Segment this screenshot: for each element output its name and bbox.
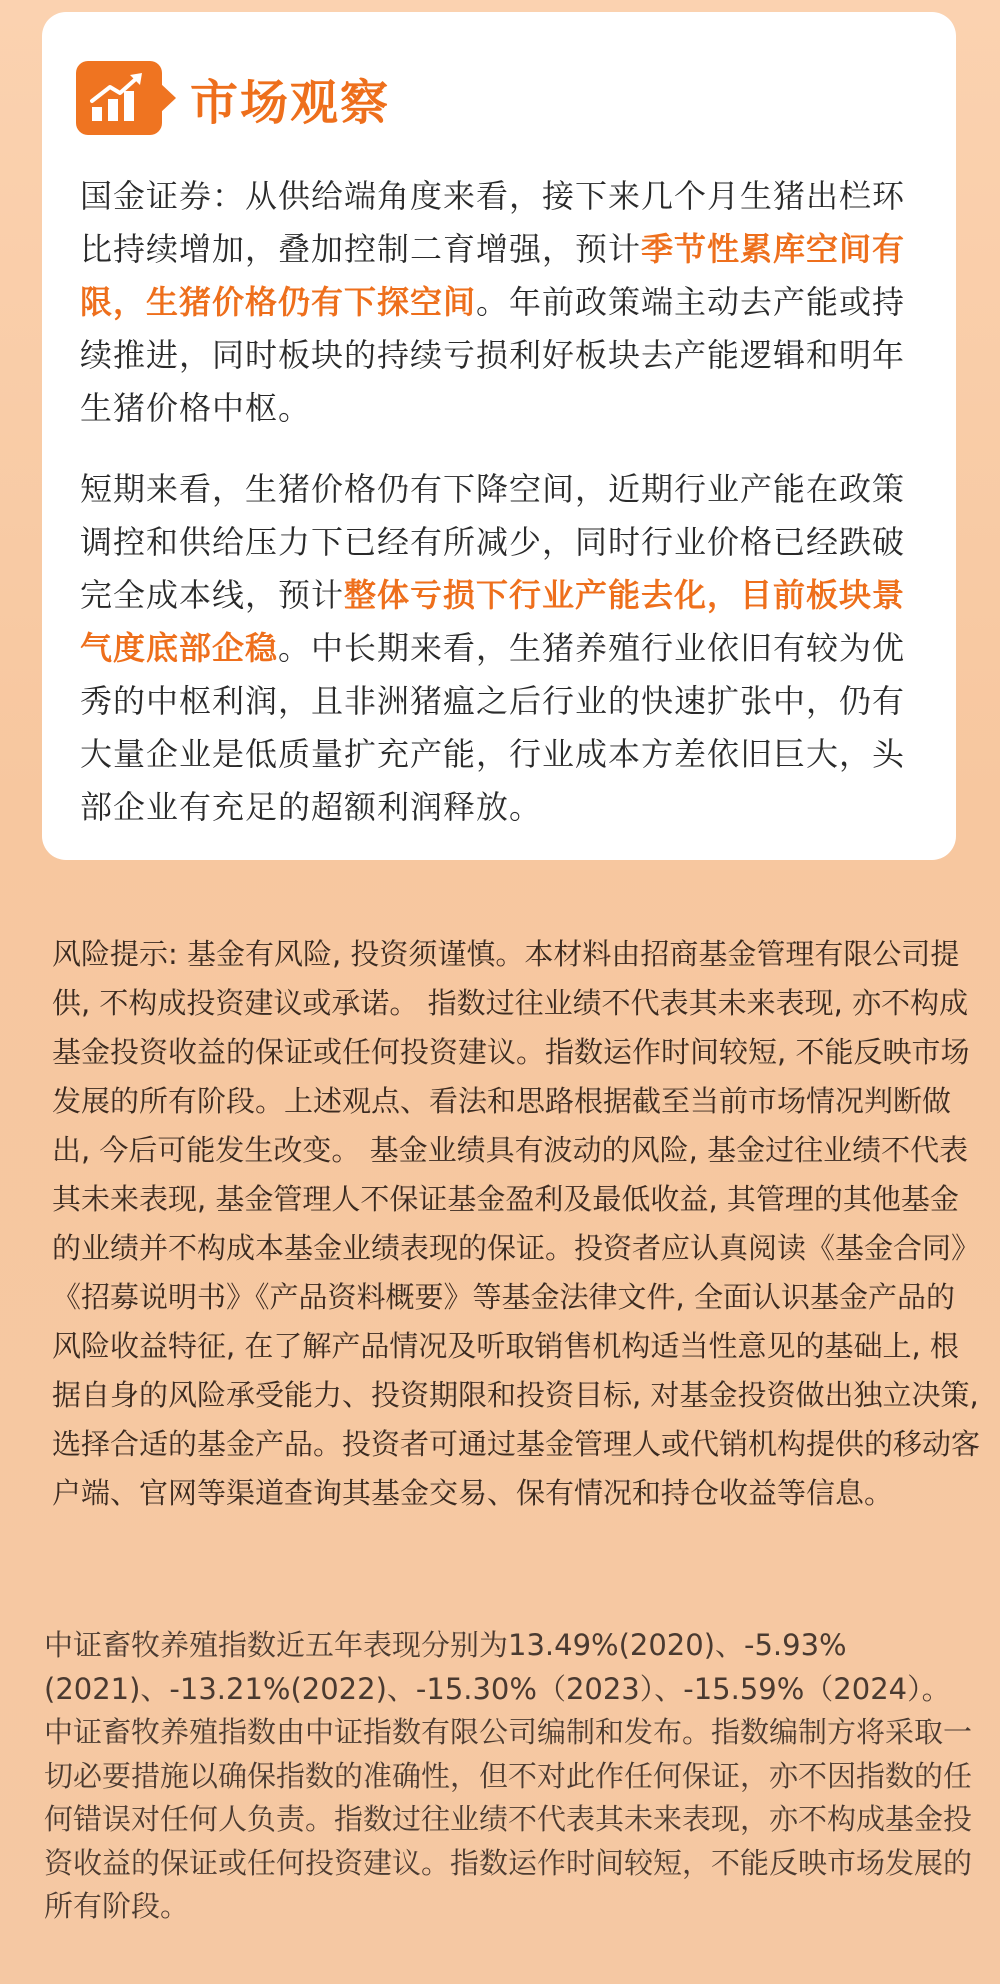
index-performance-note: 中证畜牧养殖指数近五年表现分别为13.49%(2020)、-5.93%(2021)、-13.21%(2022)、-15.30%（2023）、-15.59%（2024）。中证畜牧养殖指数由中证指数有限公司编制和发布。指数编制方将采取一切必要措施以确保指数的准确性，但不对此作任何保证，亦不因指数的任何错误对任何人负责。指数过往业绩不代表其未来表现，亦不构成基金投资收益的保证或任何投资建议。指数运作时间较短，不能反映市场发展的所有阶段。 (44, 1628, 973, 1923)
bar-chart-arrow-icon (76, 61, 176, 135)
paragraph-2-text-end: 。中长期来看，生猪养殖行业依旧有较为优秀的中枢利润，且非洲猪瘟之后行业的快速扩张中，仍有大量企业是低质量扩充产能，行业成本方差依旧巨大，头部企业有充足的超额利润释放。 (80, 629, 906, 826)
card-header (76, 50, 920, 146)
analysis-paragraph-2 (80, 463, 930, 834)
paragraph-1-text-start: 国金证券：从供给端角度来看，接下来几个月生猪出栏环比持续增加，叠加控制二育增强，预计 (80, 177, 906, 268)
card-title: 市场观察 (190, 74, 391, 131)
analysis-paragraph-1 (80, 170, 930, 435)
paragraph-2-text-start: 短期来看，生猪价格仍有下降空间，近期行业产能在政策调控和供给压力下已经有所减少，同时行业价格已经跌破完全成本线，预计 (80, 470, 906, 614)
paragraph-2-highlight: 整体亏损下行业产能去化，目前板块景气度底部企稳 (80, 576, 906, 667)
risk-notice: 风险提示: 基金有风险, 投资须谨慎。本材料由招商基金管理有限公司提供, 不构成投资建议或承诺。 指数过往业绩不代表其未来表现, 亦不构成基金投资收益的保证或任何投资建议。指数运作时间较短, 不能反映市场发展的所有阶段。上述观点、看法和思路根据截至当前市场情况判断做出, 今后可能发生改变。 基金业绩具有波动的风险, 基金过往业绩不代表其未来表现, 基金管理人不保证基金盈利及最低收益, 其管理的其他基金的业绩并不构成本基金业绩表现的保证。投资者应认真阅读《基金合同》《招募说明书》《产品资料概要》等基金法律文件, 全面认识基金产品的风险收益特征, 在了解产品情况及听取销售机构适当性意见的基础上, 根据自身的风险承受能力、投资期限和投资目标, 对基金投资做出独立决策, 选择合适的基金产品。投资者可通过基金管理人或代销机构提供的移动客户端、官网等渠道查询其基金交易、保有情况和持仓收益等信息。 (52, 937, 981, 1510)
paragraph-1-text-end: 。年前政策端主动去产能或持续推进，同时板块的持续亏损利好板块去产能逻辑和明年生猪价格中枢。 (80, 283, 906, 427)
market-observation-card (42, 12, 956, 860)
paragraph-1-highlight: 季节性累库空间有限，生猪价格仍有下探空间 (80, 230, 906, 321)
